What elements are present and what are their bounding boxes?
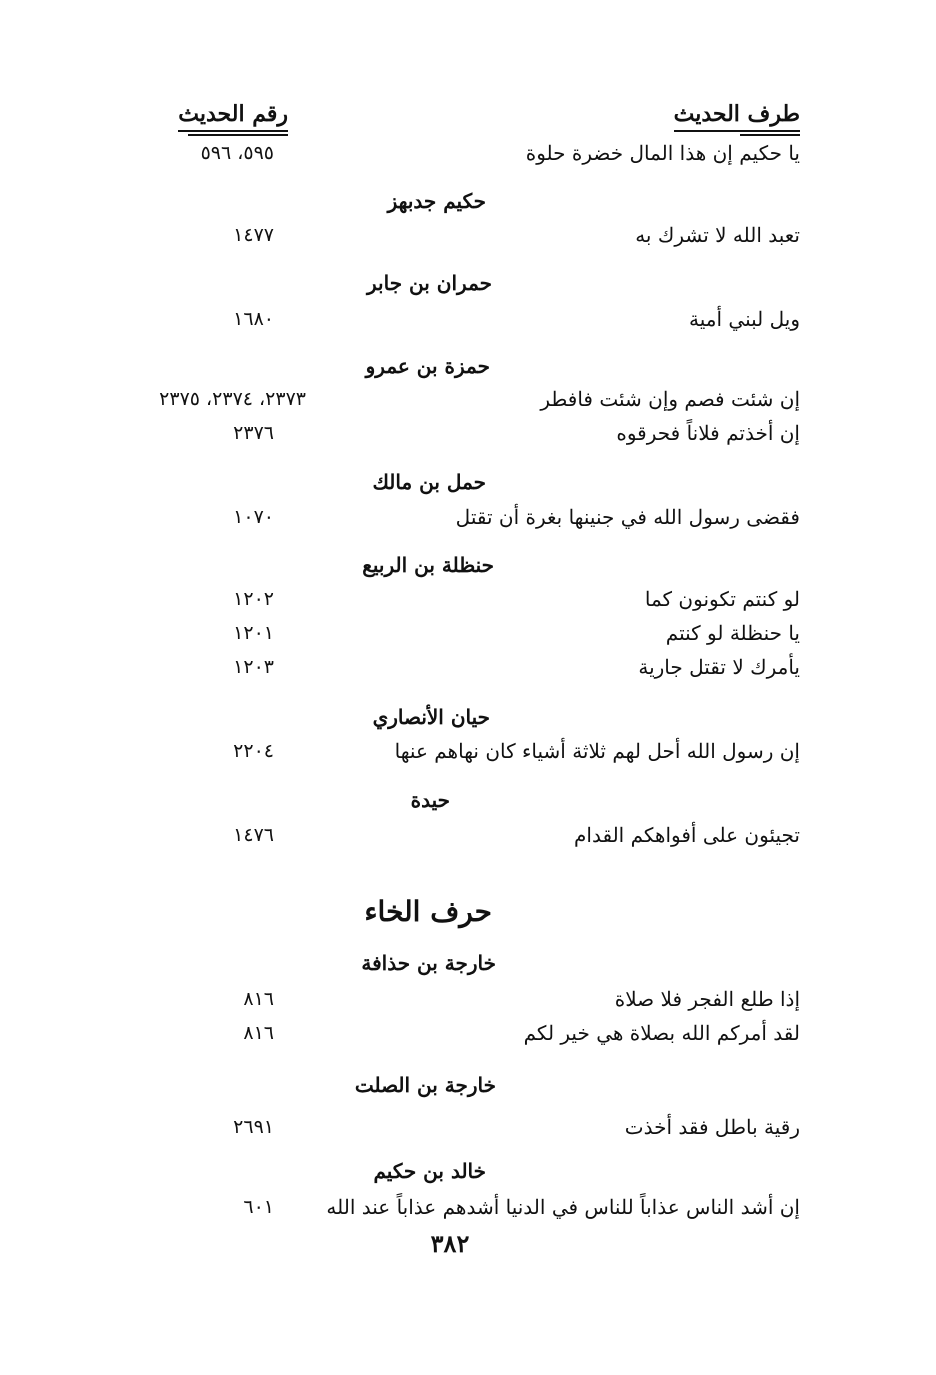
hadith-number: ٨١٦ (243, 988, 274, 1010)
hadith-start-text: لقد أمركم الله بصلاة هي خير لكم (523, 1021, 800, 1045)
narrator-name: حمران بن جابر (367, 271, 492, 295)
hadith-start-text: يا حنظلة لو كنتم (665, 621, 800, 645)
hadith-start-text: إن شئت فصم وإن شئت فافطر (540, 387, 800, 411)
index-entry (0, 416, 936, 450)
index-entry (0, 616, 936, 650)
column-header-hadith-number: رقم الحديث (178, 100, 288, 132)
index-entry (0, 500, 936, 534)
hadith-start-text: تجيئون على أفواهكم القدام (574, 823, 800, 847)
narrator-name: حمل بن مالك (372, 470, 486, 494)
narrator-name: خارجة بن حذافة (361, 951, 496, 975)
hadith-start-text: يا حكيم إن هذا المال خضرة حلوة (525, 141, 800, 165)
hadith-start-text: لو كنتم تكونون كما (644, 587, 800, 611)
narrator-name: خارجة بن الصلت (354, 1073, 496, 1097)
narrator-name: خالد بن حكيم (373, 1159, 486, 1183)
hadith-start-text: إن رسول الله أحل لهم ثلاثة أشياء كان نهاهم عنها (394, 739, 800, 763)
index-entry (0, 818, 936, 852)
index-entry (0, 1190, 936, 1224)
hadith-number: ٢٢٠٤ (233, 740, 274, 762)
hadith-number: ١٤٧٧ (233, 224, 274, 246)
index-entry (0, 650, 936, 684)
index-entry (0, 136, 936, 170)
index-entry (0, 982, 936, 1016)
hadith-start-text: يأمرك لا تقتل جارية (638, 655, 800, 679)
letter-section-heading: حرف الخاء (364, 895, 492, 928)
hadith-number: ١٢٠٢ (233, 588, 274, 610)
hadith-number: ١٠٧٠ (233, 506, 274, 528)
hadith-start-text: إن أخذتم فلاناً فحرقوه (616, 421, 800, 445)
hadith-start-text: ويل لبني أمية (689, 307, 800, 331)
index-entry (0, 218, 936, 252)
hadith-start-text: فقضى رسول الله في جنينها بغرة أن تقتل (455, 505, 800, 529)
hadith-number: ١٦٨٠ (233, 308, 274, 330)
narrator-name: حنظلة بن الربيع (362, 553, 494, 577)
hadith-number: ١٢٠١ (233, 622, 274, 644)
hadith-number: ٨١٦ (243, 1022, 274, 1044)
narrator-name: حيان الأنصاري (372, 705, 490, 729)
index-entry (0, 382, 936, 416)
narrator-name: حكيم جدبهز (387, 189, 486, 213)
hadith-start-text: رقية باطل فقد أخذت (624, 1115, 800, 1139)
index-entry (0, 302, 936, 336)
hadith-start-text: إذا طلع الفجر فلا صلاة (614, 987, 800, 1011)
hadith-number: ٢٣٧٦ (233, 422, 274, 444)
index-entry (0, 582, 936, 616)
hadith-number: ١٢٠٣ (233, 656, 274, 678)
index-entry (0, 1110, 936, 1144)
narrator-name: حمزة بن عمرو (365, 354, 490, 378)
hadith-number: ٦٠١ (243, 1196, 274, 1218)
hadith-number: ١٤٧٦ (233, 824, 274, 846)
index-entry (0, 1016, 936, 1050)
column-header-hadith-start: طرف الحديث (674, 100, 800, 132)
hadith-start-text: تعبد الله لا تشرك به (635, 223, 800, 247)
page-number: ٣٨٢ (430, 1229, 470, 1258)
hadith-number: ٢٦٩١ (233, 1116, 274, 1138)
hadith-start-text: إن أشد الناس عذاباً للناس في الدنيا أشدهم عذاباً عند الله (326, 1195, 800, 1219)
hadith-number: ٥٩٥، ٥٩٦ (200, 142, 274, 164)
narrator-name: حيدة (410, 788, 450, 812)
index-entry (0, 734, 936, 768)
hadith-number: ٢٣٧٣، ٢٣٧٤، ٢٣٧٥ (159, 388, 306, 410)
